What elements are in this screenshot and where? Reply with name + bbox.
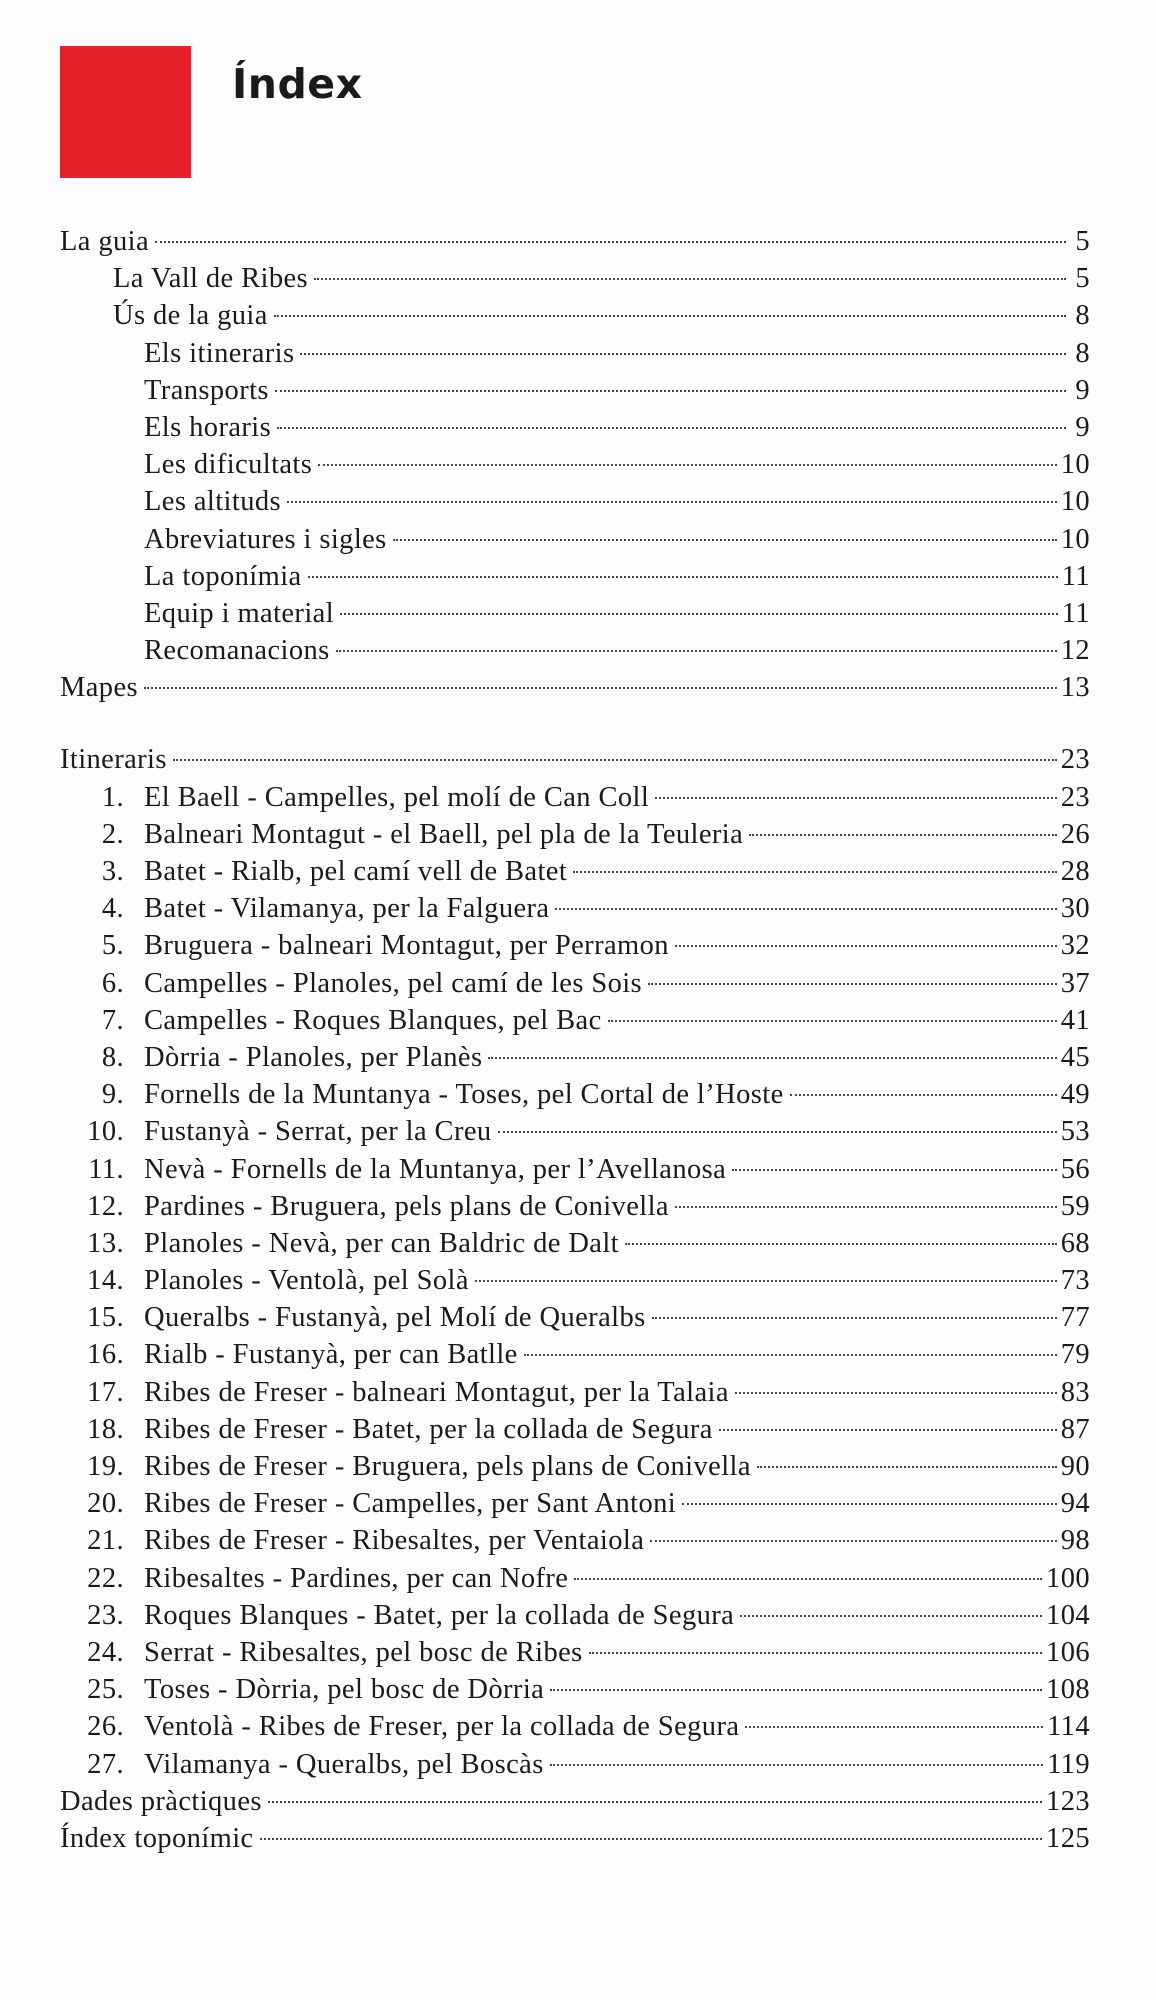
section-color-block bbox=[60, 46, 191, 178]
page-number: 98 bbox=[1060, 1525, 1090, 1557]
itinerary-number: 8. bbox=[101, 1041, 124, 1073]
dot-leader bbox=[749, 834, 1057, 836]
toc-entry[interactable] bbox=[60, 1637, 1090, 1674]
toc-entry[interactable] bbox=[60, 1525, 1090, 1562]
dot-leader bbox=[655, 797, 1057, 799]
toc-entry-label: Ribes de Freser - Ribesaltes, per Ventaiola bbox=[144, 1525, 645, 1557]
page-number: 83 bbox=[1060, 1376, 1090, 1408]
toc-entry-label: Fustanyà - Serrat, per la Creu bbox=[144, 1116, 492, 1148]
itinerary-number: 4. bbox=[101, 893, 124, 925]
itinerary-number: 25. bbox=[87, 1674, 124, 1706]
itinerary-number: 10. bbox=[87, 1116, 124, 1148]
dot-leader bbox=[573, 871, 1057, 873]
table-of-contents bbox=[60, 226, 1090, 1860]
toc-entry-label: Itineraris bbox=[60, 744, 167, 776]
dot-leader bbox=[757, 1466, 1057, 1468]
dot-leader bbox=[173, 759, 1057, 761]
dot-leader bbox=[314, 278, 1066, 280]
toc-entry-label: Planoles - Nevà, per can Baldric de Dalt bbox=[144, 1227, 619, 1259]
dot-leader bbox=[308, 576, 1058, 578]
page-number: 123 bbox=[1046, 1785, 1090, 1817]
toc-entry-label: Transports bbox=[144, 374, 269, 406]
dot-leader bbox=[524, 1354, 1057, 1356]
dot-leader bbox=[790, 1094, 1057, 1096]
page-number: 114 bbox=[1047, 1711, 1090, 1743]
toc-entry[interactable] bbox=[60, 744, 1090, 781]
toc-entry-label: Equip i material bbox=[144, 597, 335, 629]
toc-entry-label: Ribes de Freser - Bruguera, pels plans de Conivella bbox=[144, 1451, 751, 1482]
page-number: 106 bbox=[1046, 1636, 1090, 1668]
toc-entry[interactable] bbox=[60, 263, 1090, 300]
page-number: 10 bbox=[1060, 449, 1090, 481]
toc-entry-label: Ribes de Freser - balneari Montagut, per la Talaia bbox=[144, 1376, 729, 1408]
dot-leader bbox=[268, 1801, 1042, 1803]
dot-leader bbox=[498, 1131, 1057, 1133]
dot-leader bbox=[336, 650, 1057, 652]
page-number: 119 bbox=[1047, 1748, 1090, 1780]
page-number: 10 bbox=[1060, 523, 1090, 555]
toc-entry[interactable] bbox=[60, 449, 1090, 486]
dot-leader bbox=[550, 1689, 1042, 1691]
toc-entry[interactable] bbox=[60, 930, 1090, 967]
dot-leader bbox=[277, 427, 1066, 429]
dot-leader bbox=[274, 315, 1066, 317]
toc-entry-label: Abreviatures i sigles bbox=[144, 523, 387, 555]
toc-entry[interactable] bbox=[60, 561, 1090, 598]
itinerary-number: 27. bbox=[87, 1748, 124, 1780]
dot-leader bbox=[155, 241, 1066, 243]
toc-entry-label: Les dificultats bbox=[144, 449, 313, 481]
page-number: 9 bbox=[1075, 374, 1090, 406]
toc-entry-label: Nevà - Fornells de la Muntanya, per l’Avellanosa bbox=[144, 1153, 727, 1185]
toc-entry[interactable] bbox=[60, 338, 1090, 375]
toc-entry[interactable] bbox=[60, 375, 1090, 412]
toc-entry[interactable] bbox=[60, 1786, 1090, 1823]
page-number: 49 bbox=[1060, 1079, 1090, 1111]
page-number: 32 bbox=[1060, 930, 1090, 962]
dot-leader bbox=[675, 945, 1057, 947]
toc-entry[interactable] bbox=[60, 856, 1090, 893]
toc-entry-label: Balneari Montagut - el Baell, pel pla de la Teuleria bbox=[144, 818, 744, 850]
toc-entry[interactable] bbox=[60, 1749, 1090, 1786]
dot-leader bbox=[275, 390, 1066, 392]
itinerary-number: 15. bbox=[87, 1302, 124, 1334]
toc-entry[interactable] bbox=[60, 635, 1090, 672]
toc-entry-label: Vilamanya - Queralbs, pel Boscàs bbox=[144, 1748, 544, 1780]
itinerary-number: 9. bbox=[101, 1079, 124, 1111]
itinerary-number: 12. bbox=[87, 1190, 124, 1222]
page-number: 56 bbox=[1060, 1153, 1090, 1185]
toc-entry[interactable] bbox=[60, 1674, 1090, 1711]
toc-entry-label: Bruguera - balneari Montagut, per Perramon bbox=[144, 930, 669, 962]
toc-entry[interactable] bbox=[60, 893, 1090, 930]
toc-entry-label: Índex toponímic bbox=[60, 1822, 254, 1854]
itinerary-number: 11. bbox=[88, 1153, 124, 1185]
itinerary-number: 26. bbox=[87, 1711, 124, 1743]
page-number: 37 bbox=[1060, 967, 1090, 999]
page-number: 79 bbox=[1060, 1339, 1090, 1371]
dot-leader bbox=[393, 539, 1057, 541]
dot-leader bbox=[144, 687, 1057, 689]
toc-entry-label: Rialb - Fustanyà, per can Batlle bbox=[144, 1339, 518, 1371]
dot-leader bbox=[287, 501, 1057, 503]
page-number: 11 bbox=[1061, 560, 1090, 592]
toc-entry[interactable] bbox=[60, 524, 1090, 561]
page-number: 28 bbox=[1060, 856, 1090, 887]
itinerary-number: 19. bbox=[87, 1451, 124, 1482]
dot-leader bbox=[745, 1726, 1043, 1728]
toc-entry-label: Mapes bbox=[60, 672, 138, 704]
toc-entry[interactable] bbox=[60, 1600, 1090, 1637]
page-number: 10 bbox=[1060, 486, 1090, 518]
dot-leader bbox=[475, 1280, 1057, 1282]
toc-entry-label: Fornells de la Muntanya - Toses, pel Cortal de l’Hoste bbox=[144, 1079, 784, 1111]
toc-entry-label: Batet - Vilamanya, per la Falguera bbox=[144, 893, 550, 925]
page-number: 30 bbox=[1060, 893, 1090, 925]
page-number: 41 bbox=[1060, 1004, 1090, 1036]
toc-entry[interactable] bbox=[60, 819, 1090, 856]
itinerary-number: 17. bbox=[87, 1376, 124, 1408]
dot-leader bbox=[652, 1317, 1057, 1319]
toc-entry-label: Toses - Dòrria, pel bosc de Dòrria bbox=[144, 1674, 545, 1706]
page-number: 125 bbox=[1046, 1822, 1090, 1854]
toc-entry-label: Campelles - Roques Blanques, pel Bac bbox=[144, 1004, 602, 1036]
toc-entry-label: Recomanacions bbox=[144, 635, 330, 667]
itinerary-number: 21. bbox=[87, 1525, 124, 1557]
itinerary-number: 22. bbox=[87, 1562, 124, 1594]
toc-entry[interactable] bbox=[60, 1191, 1090, 1228]
toc-entry[interactable] bbox=[60, 486, 1090, 523]
page-number: 23 bbox=[1060, 781, 1090, 813]
page-number: 8 bbox=[1075, 300, 1090, 332]
toc-entry[interactable] bbox=[60, 1563, 1090, 1600]
page-number: 5 bbox=[1075, 226, 1090, 257]
page-number: 77 bbox=[1060, 1302, 1090, 1334]
dot-leader bbox=[650, 1540, 1056, 1542]
toc-entry[interactable] bbox=[60, 672, 1090, 709]
toc-entry[interactable] bbox=[60, 968, 1090, 1005]
dot-leader bbox=[340, 613, 1058, 615]
page-number: 104 bbox=[1046, 1599, 1090, 1631]
page-number: 5 bbox=[1075, 263, 1090, 295]
page-number: 53 bbox=[1060, 1116, 1090, 1148]
toc-entry[interactable] bbox=[60, 1339, 1090, 1376]
toc-entry-label: Els horaris bbox=[144, 411, 272, 443]
page-number: 90 bbox=[1060, 1451, 1090, 1482]
itinerary-number: 13. bbox=[87, 1227, 124, 1259]
toc-entry-label: Dòrria - Planoles, per Planès bbox=[144, 1041, 483, 1073]
toc-entry-label: Planoles - Ventolà, pel Solà bbox=[144, 1265, 469, 1297]
toc-entry-label: Pardines - Bruguera, pels plans de Conivella bbox=[144, 1190, 669, 1222]
toc-entry[interactable] bbox=[60, 598, 1090, 635]
dot-leader bbox=[550, 1764, 1043, 1766]
page-number: 68 bbox=[1060, 1227, 1090, 1259]
page-number: 108 bbox=[1046, 1674, 1090, 1706]
page-number: 12 bbox=[1060, 635, 1090, 667]
page-number: 100 bbox=[1046, 1562, 1090, 1594]
toc-entry-label: Serrat - Ribesaltes, pel bosc de Ribes bbox=[144, 1636, 583, 1668]
dot-leader bbox=[260, 1838, 1042, 1840]
toc-entry[interactable] bbox=[60, 1302, 1090, 1339]
toc-entry[interactable] bbox=[60, 1154, 1090, 1191]
toc-entry-label: Ús de la guia bbox=[113, 300, 268, 332]
page-number: 9 bbox=[1075, 411, 1090, 443]
page-number: 8 bbox=[1075, 337, 1090, 369]
dot-leader bbox=[589, 1652, 1042, 1654]
toc-entry[interactable] bbox=[60, 1711, 1090, 1748]
toc-entry[interactable] bbox=[60, 300, 1090, 337]
page-number: 26 bbox=[1060, 818, 1090, 850]
page-number: 11 bbox=[1061, 597, 1090, 629]
toc-entry-label: El Baell - Campelles, pel molí de Can Coll bbox=[144, 781, 650, 813]
page-number: 87 bbox=[1060, 1413, 1090, 1445]
toc-entry[interactable] bbox=[60, 1228, 1090, 1265]
toc-entry[interactable] bbox=[60, 1005, 1090, 1042]
itinerary-number: 20. bbox=[87, 1488, 124, 1520]
toc-entry-label: Dades pràctiques bbox=[60, 1785, 262, 1817]
toc-entry-label: Queralbs - Fustanyà, pel Molí de Queralbs bbox=[144, 1302, 646, 1334]
itinerary-number: 6. bbox=[101, 967, 124, 999]
itinerary-number: 23. bbox=[87, 1599, 124, 1631]
dot-leader bbox=[735, 1392, 1057, 1394]
itinerary-number: 5. bbox=[101, 930, 124, 962]
toc-entry-label: Roques Blanques - Batet, per la collada de Segura bbox=[144, 1599, 735, 1631]
toc-entry-label: Ventolà - Ribes de Freser, per la collada de Segura bbox=[144, 1711, 740, 1743]
page-number: 45 bbox=[1060, 1041, 1090, 1073]
toc-entry[interactable] bbox=[60, 1451, 1090, 1488]
toc-entry[interactable] bbox=[60, 412, 1090, 449]
toc-entry-label: Ribesaltes - Pardines, per can Nofre bbox=[144, 1562, 569, 1594]
itinerary-number: 7. bbox=[101, 1004, 124, 1036]
page-number: 59 bbox=[1060, 1190, 1090, 1222]
toc-entry[interactable] bbox=[60, 1116, 1090, 1153]
itinerary-number: 16. bbox=[87, 1339, 124, 1371]
toc-entry[interactable] bbox=[60, 782, 1090, 819]
toc-entry[interactable] bbox=[60, 1823, 1090, 1860]
toc-entry-label: Les altituds bbox=[144, 486, 281, 518]
itinerary-number: 1. bbox=[101, 781, 124, 813]
toc-entry-label: La Vall de Ribes bbox=[113, 263, 309, 295]
toc-entry[interactable] bbox=[60, 1488, 1090, 1525]
toc-entry-label: Campelles - Planoles, pel camí de les Sois bbox=[144, 967, 643, 999]
dot-leader bbox=[740, 1615, 1042, 1617]
page-number: 94 bbox=[1060, 1488, 1090, 1520]
dot-leader bbox=[682, 1503, 1057, 1505]
page-title: Índex bbox=[232, 60, 363, 108]
dot-leader bbox=[625, 1243, 1057, 1245]
toc-entry-label: Ribes de Freser - Campelles, per Sant Antoni bbox=[144, 1488, 677, 1520]
dot-leader bbox=[574, 1578, 1042, 1580]
page-number: 23 bbox=[1060, 744, 1090, 776]
itinerary-number: 2. bbox=[101, 818, 124, 850]
toc-entry[interactable] bbox=[60, 1414, 1090, 1451]
dot-leader bbox=[648, 983, 1057, 985]
dot-leader bbox=[675, 1206, 1057, 1208]
itinerary-number: 18. bbox=[87, 1413, 124, 1445]
dot-leader bbox=[300, 353, 1066, 355]
dot-leader bbox=[488, 1057, 1056, 1059]
toc-entry-label: Els itineraris bbox=[144, 337, 295, 369]
toc-entry[interactable] bbox=[60, 1079, 1090, 1116]
toc-entry[interactable] bbox=[60, 226, 1090, 263]
dot-leader bbox=[719, 1429, 1057, 1431]
toc-entry-label: La toponímia bbox=[144, 560, 302, 592]
toc-entry-label: Ribes de Freser - Batet, per la collada de Segura bbox=[144, 1413, 713, 1445]
itinerary-number: 14. bbox=[87, 1265, 124, 1297]
page-number: 13 bbox=[1060, 672, 1090, 704]
toc-entry-label: Batet - Rialb, pel camí vell de Batet bbox=[144, 856, 568, 887]
toc-entry[interactable] bbox=[60, 1377, 1090, 1414]
dot-leader bbox=[732, 1169, 1057, 1171]
dot-leader bbox=[318, 464, 1056, 466]
itinerary-number: 24. bbox=[87, 1636, 124, 1668]
toc-entry-label: La guia bbox=[60, 226, 150, 257]
itinerary-number: 3. bbox=[101, 856, 124, 887]
toc-entry[interactable] bbox=[60, 1042, 1090, 1079]
dot-leader bbox=[608, 1020, 1057, 1022]
toc-entry[interactable] bbox=[60, 1265, 1090, 1302]
page-number: 73 bbox=[1060, 1265, 1090, 1297]
dot-leader bbox=[555, 908, 1056, 910]
